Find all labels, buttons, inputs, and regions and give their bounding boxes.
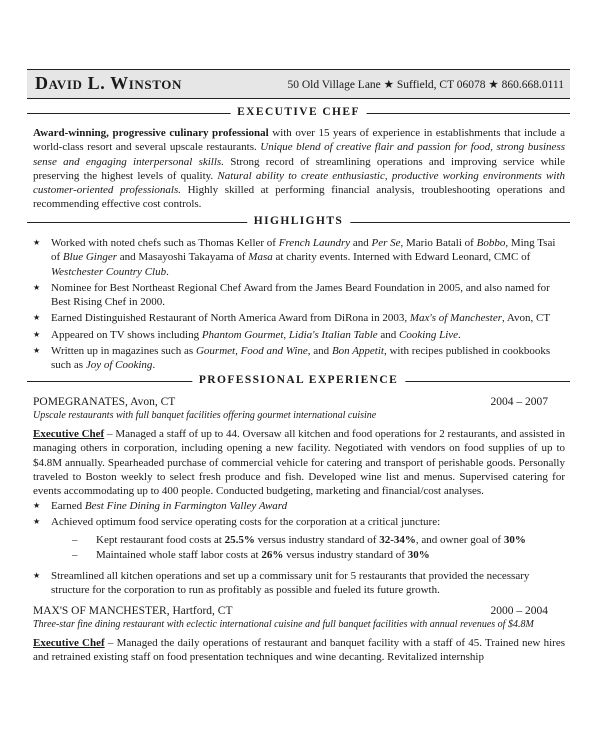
summary-paragraph	[33, 126, 565, 212]
job-summary	[33, 427, 565, 498]
job-achievements-2	[33, 569, 565, 600]
list-item: – Maintained whole staff labor costs at 26% versus industry standard of 30%	[72, 549, 430, 562]
job-header	[33, 396, 548, 410]
list-item: ★ Achieved optimum food service operating costs for the corporation at a critical juncture:	[33, 516, 441, 529]
job-dates: 2004 – 2007	[490, 396, 548, 408]
list-item: ★ Streamlined all kitchen operations and set up a commissary unit for 5 restaurants that provided the necessary structure for the corporation to run as profitably as possible and fueled its future growth.	[33, 570, 530, 597]
job-achievements	[33, 499, 565, 532]
section-heading-highlights	[27, 215, 570, 231]
star-bullet-icon: ★	[33, 282, 41, 292]
dash-bullet: –	[72, 549, 78, 562]
star-bullet-icon: ★	[33, 517, 41, 527]
job-title: Executive Chef	[33, 428, 105, 440]
summary-text: with over 15 years of experience in establishments that include a world-class resort and several upscale restaurants.	[33, 127, 565, 154]
company-name: POMEGRANATES, Avon, CT	[33, 396, 176, 408]
list-item: ★ Nominee for Best Northeast Regional Chef Award from the James Beard Foundation in 2005, and also named for Best Rising Chef in 2000.	[33, 281, 550, 309]
star-bullet-icon: ★	[33, 346, 41, 356]
contact-info: 50 Old Village Lane ★ Suffield, CT 06078 ★ 860.668.0111	[287, 79, 564, 91]
list-item: ★ Earned Distinguished Restaurant of North America Award from DiRona in 2003, Max's of Manchester, Avon, CT	[33, 312, 551, 325]
summary-italic-2: Natural ability to create enthusiastic, productive working environments with customer-oriented professionals.	[33, 169, 565, 197]
section-title: HIGHLIGHTS	[247, 215, 350, 227]
star-bullet-icon: ★	[33, 571, 41, 580]
highlights-list	[33, 236, 565, 375]
job-description: Three-star fine dining restaurant with eclectic international cuisine and full banquet facilities with annual revenues of $4.8M	[33, 619, 534, 630]
job-title: Executive Chef	[33, 637, 105, 649]
job-summary-text: – Managed the daily operations of restaurant and banquet facility with a staff of 45. Trained new hires and retrained existing staff on food presentation techniques and wine decanting. Revitalized internship	[33, 637, 565, 664]
cost-sublist	[72, 533, 562, 564]
job-summary-text: – Managed a staff of up to 44. Oversaw all kitchen and food operations for 2 restaurants, and assisted in managing others in corporation, including opening a new facility. Negotiated with vendors on food supplies of up to $4.8M annually. Spearheaded purchase of commercial vehicle for catering and transport of perishable goods. Personally traveled to Boston weekly to select fresh produce and fish. Developed wine list and menus. Supervised catering for events accommodating up to 400 people. Conducted budgeting, marketing and financial/cost analyses.	[33, 428, 565, 498]
list-item: – Kept restaurant food costs at 25.5% versus industry standard of 32-34%, and owner goal of 30%	[72, 534, 526, 546]
candidate-name: David L. Winston	[35, 73, 182, 93]
list-item: ★ Written up in magazines such as Gourmet, Food and Wine, and Bon Appetit, with recipes published in cookbooks such as Joy of Cooking.	[33, 345, 551, 372]
summary-text-3: Highly skilled at performing financial analysis, troubleshooting operations and recommending effective cost controls.	[33, 184, 565, 211]
section-heading-executive-chef	[27, 106, 570, 122]
dash-bullet: –	[72, 534, 78, 546]
list-item: ★ Earned Best Fine Dining in Farmington Valley Award	[33, 500, 288, 512]
star-bullet-icon: ★	[33, 238, 41, 247]
company-name: MAX'S OF MANCHESTER, Hartford, CT	[33, 605, 233, 617]
job-description: Upscale restaurants with full banquet facilities offering gourmet international cuisine	[33, 410, 377, 421]
section-title: EXECUTIVE CHEF	[230, 106, 367, 118]
job-header	[33, 605, 548, 619]
job-dates: 2000 – 2004	[490, 605, 548, 617]
section-title: PROFESSIONAL EXPERIENCE	[192, 374, 405, 386]
section-heading-experience	[27, 374, 570, 390]
header-bar	[27, 69, 570, 99]
star-bullet-icon: ★	[33, 313, 41, 323]
list-item: ★ Worked with noted chefs such as Thomas Keller of French Laundry and Per Se, Mario Batali of Bobbo, Ming Tsai of Blue Ginger and Masayoshi Takayama of Masa at charity events. Interned with Edward Leonard, CMC of Westchester Country Club.	[33, 237, 556, 278]
star-bullet-icon: ★	[33, 329, 41, 339]
list-item: ★ Appeared on TV shows including Phantom Gourmet, Lidia's Italian Table and Cooking Live.	[33, 328, 461, 341]
summary-italic: Unique blend of creative flair and passion for food, strong business sense and engaging interpersonal skills.	[33, 141, 566, 168]
job-summary	[33, 636, 565, 665]
summary-text-2: Strong record of streamlining operations and improving service while preserving the highest levels of quality.	[33, 155, 566, 182]
star-bullet-icon: ★	[33, 501, 41, 510]
summary-lead: Award-winning, progressive culinary professional	[33, 127, 269, 139]
